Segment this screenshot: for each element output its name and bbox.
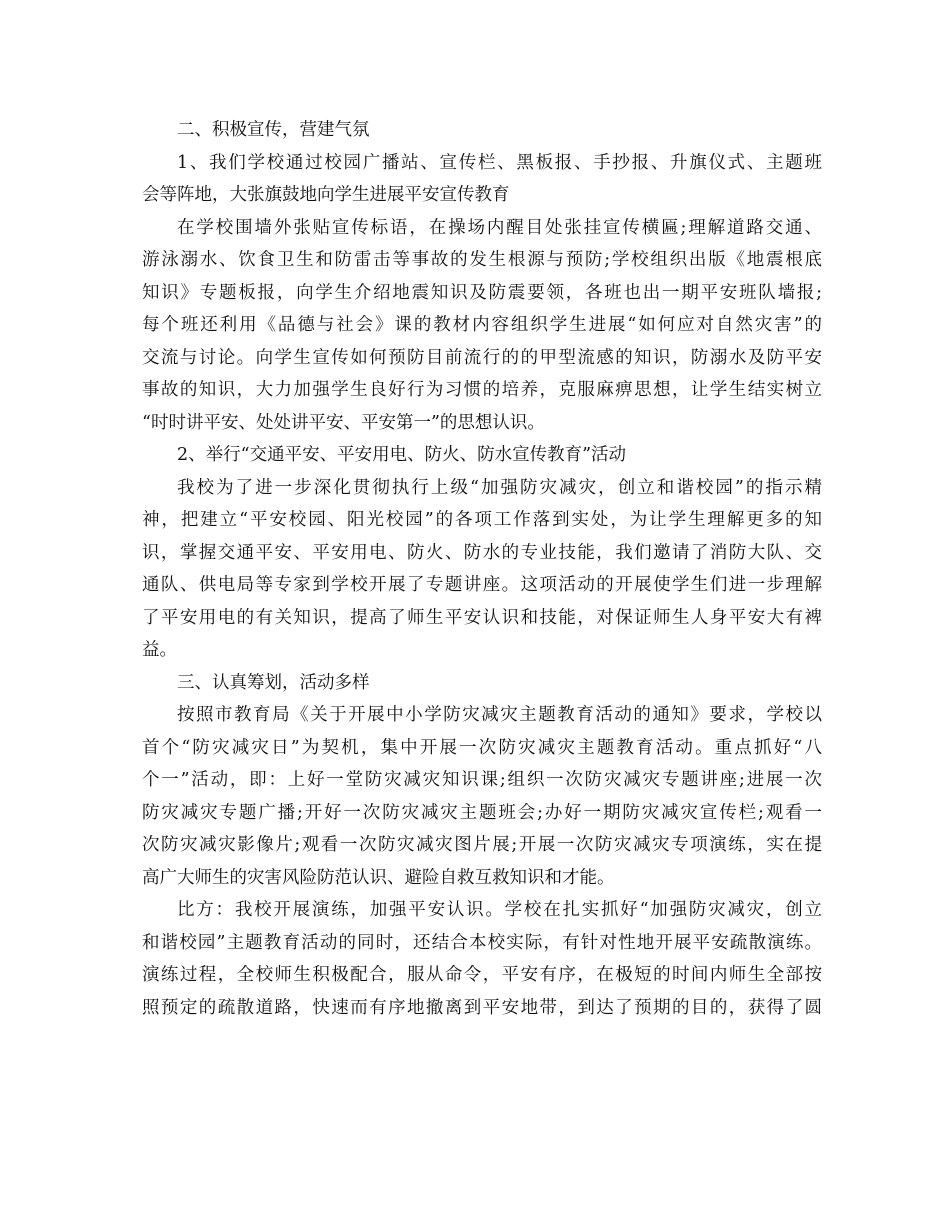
text-line: 知识》专题板报，向学生介绍地震知识及防震要领，各班也出一期平安班队墙报;: [142, 282, 822, 303]
text-line: 每个班还利用《品德与社会》课的教材内容组织学生进展“如何应对自然灾害”的: [142, 315, 822, 335]
text-line: 识，掌握交通平安、平安用电、防火、防水的专业技能，我们邀请了消防大队、交: [142, 542, 822, 563]
text-line: 在学校围墙外张贴宣传标语，在操场内醒目处张挂宣传横匾;理解道路交通、: [177, 217, 822, 238]
text-line: 2、举行“交通平安、平安用电、防火、防水宣传教育”活动: [177, 445, 627, 465]
text-line: 高广大师生的灾害风险防范认识、避险自救互救知识和才能。: [142, 867, 615, 888]
text-line: 比方：我校开展演练，加强平安认识。学校在扎实抓好“加强防灾减灾，创立: [177, 900, 822, 920]
text-line: 首个“防灾减灾日”为契机，集中开展一次防灾减灾主题教育活动。重点抓好“八: [142, 737, 822, 758]
text-line: 按照市教育局《关于开展中小学防灾减灾主题教育活动的通知》要求，学校以: [177, 705, 822, 725]
text-line: 了平安用电的有关知识，提高了师生平安认识和技能，对保证师生人身平安大有裨: [142, 607, 822, 628]
text-line: 事故的知识，大力加强学生良好行为习惯的培养，克服麻痹思想，让学生结实树立: [142, 380, 822, 400]
text-line: 二、积极宣传，营建气氛: [177, 120, 370, 140]
text-line: 1、我们学校通过校园广播站、宣传栏、黑板报、手抄报、升旗仪式、主题班: [177, 152, 822, 173]
text-line: 演练过程，全校师生积极配合，服从命令，平安有序，在极短的时间内师生全部按: [142, 965, 822, 985]
text-line: 会等阵地，大张旗鼓地向学生进展平安宣传教育: [142, 185, 510, 205]
text-line: 益。: [142, 640, 177, 660]
text-line: 和谐校园”主题教育活动的同时，还结合本校实际，有针对性地开展平安疏散演练。: [142, 932, 822, 953]
text-line: 游泳溺水、饮食卫生和防雷击等事故的发生根源与预防;学校组织出版《地震根底: [142, 250, 822, 270]
text-line: “时时讲平安、处处讲平安、平安第一”的思想认识。: [142, 412, 545, 433]
text-line: 照预定的疏散道路，快速而有序地撤离到平安地带，到达了预期的目的，获得了圆: [142, 997, 822, 1018]
text-line: 神，把建立“平安校园、阳光校园”的各项工作落到实处，为让学生理解更多的知: [142, 510, 822, 530]
text-line: 次防灾减灾影像片;观看一次防灾减灾图片展;开展一次防灾减灾专项演练，实在提: [142, 835, 822, 855]
text-line: 防灾减灾专题广播;开好一次防灾减灾主题班会;办好一期防灾减灾宣传栏;观看一: [142, 802, 822, 823]
text-line: 三、认真筹划，活动多样: [177, 672, 370, 693]
document-page: [142, 114, 822, 1024]
text-line: 我校为了进一步深化贯彻执行上级“加强防灾减灾，创立和谐校园”的指示精: [177, 477, 822, 498]
text-line: 交流与讨论。向学生宣传如何预防目前流行的的甲型流感的知识，防溺水及防平安: [142, 347, 822, 368]
text-line: 通队、供电局等专家到学校开展了专题讲座。这项活动的开展使学生们进一步理解: [142, 575, 822, 595]
text-line: 个一”活动，即：上好一堂防灾减灾知识课;组织一次防灾减灾专题讲座;进展一次: [142, 770, 822, 790]
